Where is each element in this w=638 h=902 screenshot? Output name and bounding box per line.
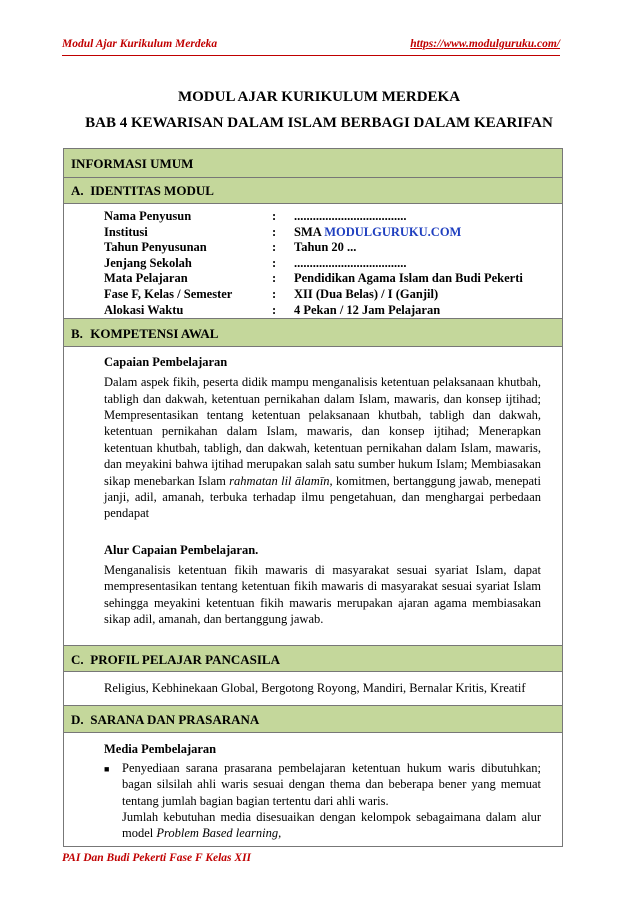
identity-colon: :	[272, 255, 277, 270]
section-b-heading	[64, 318, 562, 347]
pbl-italic: Problem Based learning,	[156, 826, 282, 841]
identity-colon: :	[272, 240, 277, 255]
header-divider	[62, 55, 560, 56]
section-c-title: PROFIL PELAJAR PANCASILA	[90, 652, 280, 668]
identity-value: ....................................	[294, 209, 407, 223]
document-title: MODUL AJAR KURIKULUM MERDEKA	[177, 89, 461, 105]
media-bullet-text: Penyediaan sarana prasarana pembelajaran ketentuan hukum waris dibutuhkan; bagan silsilah ahli waris sesuai dengan thema dan beberapa bener yang memuat tentang jumlah bagian bagian tertentu dari ahli waris.	[122, 760, 541, 808]
identity-row	[104, 225, 562, 241]
cp-italic: rahmatan lil ālamīn,	[229, 473, 333, 488]
acp-heading: Alur Capaian Pembelajaran.	[104, 542, 259, 557]
section-b-content	[64, 347, 562, 645]
media-bullet-item	[104, 760, 541, 842]
identity-colon: :	[272, 224, 277, 239]
identity-value: 4 Pekan / 12 Jam Pelajaran	[294, 302, 441, 317]
cp-text-2: komitmen, bertanggung jawab, menepati janji, adil, amanah, terbuka terhadap ilmu pengetahuan, dan menghargai perbedaan pendapat	[104, 473, 541, 521]
section-a-number: A.	[71, 183, 84, 198]
identity-label: Institusi	[104, 224, 148, 239]
header-url-link[interactable]: https://www.modulguruku.com/	[410, 38, 560, 50]
identity-value: XII (Dua Belas) / I (Ganjil)	[294, 286, 439, 301]
section-c-heading	[64, 645, 562, 672]
square-bullet-icon: ■	[104, 763, 110, 774]
footer-text: PAI Dan Budi Pekerti Fase F Kelas XII	[62, 852, 252, 864]
section-a-heading	[64, 178, 562, 204]
identity-colon: :	[272, 271, 277, 286]
document-subtitle: BAB 4 KEWARISAN DALAM ISLAM BERBAGI DALAM KEARIFAN	[85, 115, 553, 131]
identity-value	[294, 225, 562, 241]
identity-colon: :	[272, 209, 277, 223]
section-d-title: SARANA DAN PRASARANA	[90, 711, 260, 727]
identity-value: Pendidikan Agama Islam dan Budi Pekerti	[294, 271, 523, 286]
acp-paragraph: Menganalisis ketentuan fikih mawaris di masyarakat sesuai syariat Islam, dapat mempresentasikan tentang ketentuan fikih mawaris di masyarakat sesuai syariat Islam sehingga meyakini ketentuan fikih mawaris merupakan ajaran agama membiasakan sikap adil, amanah, dan bertanggung jawab.	[104, 562, 541, 627]
section-c-number: C.	[71, 652, 84, 668]
identity-label: Fase F, Kelas / Semester	[104, 286, 233, 301]
identity-colon: :	[272, 302, 277, 317]
identity-colon: :	[272, 286, 277, 301]
identity-row	[104, 240, 562, 256]
identity-label: Tahun Penyusunan	[104, 240, 207, 255]
profile-text: Religius, Kebhinekaan Global, Bergotong Royong, Mandiri, Bernalar Kritis, Kreatif	[104, 681, 526, 696]
identity-value: Tahun 20 ...	[294, 240, 357, 255]
identity-row	[104, 256, 562, 272]
cp-heading: Capaian Pembelajaran	[104, 355, 228, 370]
identity-label: Nama Penyusun	[104, 209, 192, 223]
identity-value: ....................................	[294, 255, 407, 270]
identity-row	[104, 209, 562, 225]
identity-value-brand: MODULGURUKU.COM	[324, 224, 462, 239]
identity-label: Alokasi Waktu	[104, 302, 184, 317]
cp-text-1: Dalam aspek fikih, peserta didik mampu menganalisis ketentuan pelaksanaan khutbah, tabligh dan dakwah, ketentuan pernikahan dalam Islam, mawaris, dan konsep ijtihad; Mempresentasikan tentang ketentuan pelaksanaan khutbah, tabligh dan dakwah, ketentuan pernikahan dalam Islam, mawaris, dan konsep ijtihad; Menerapkan ketentuan khutbah, tabligh, dan dakwah, ketentuan pernikahan dalam Islam, mawaris, dan meyakini bahwa ijtihad merupakan salah satu sumber hukum Islam; Membiasakan sikap menebarkan Islam	[104, 375, 541, 488]
header-left-text: Modul Ajar Kurikulum Merdeka	[62, 38, 218, 50]
cp-paragraph	[104, 374, 541, 522]
section-b-title: KOMPETENSI AWAL	[90, 326, 219, 342]
identity-value-prefix: SMA	[294, 224, 325, 239]
info-heading: INFORMASI UMUM	[64, 149, 562, 178]
section-d-heading	[64, 705, 562, 733]
identity-label: Jenjang Sekolah	[104, 255, 192, 270]
section-a-title: IDENTITAS MODUL	[90, 183, 214, 198]
identity-row	[104, 303, 562, 319]
identity-label: Mata Pelajaran	[104, 271, 188, 286]
section-d-number: D.	[71, 711, 84, 727]
media-heading: Media Pembelajaran	[104, 741, 217, 756]
module-info-table	[63, 148, 563, 847]
section-d-content	[64, 733, 562, 846]
section-b-number: B.	[71, 326, 83, 342]
identity-table	[64, 204, 562, 318]
media-bullet-text-2: Jumlah kebutuhan media disesuaikan dengan kelompok sebagaimana dalam alur model Problem Based learning,	[122, 810, 541, 841]
identity-row	[104, 287, 562, 303]
section-c-content	[64, 672, 562, 704]
identity-row	[104, 271, 562, 287]
